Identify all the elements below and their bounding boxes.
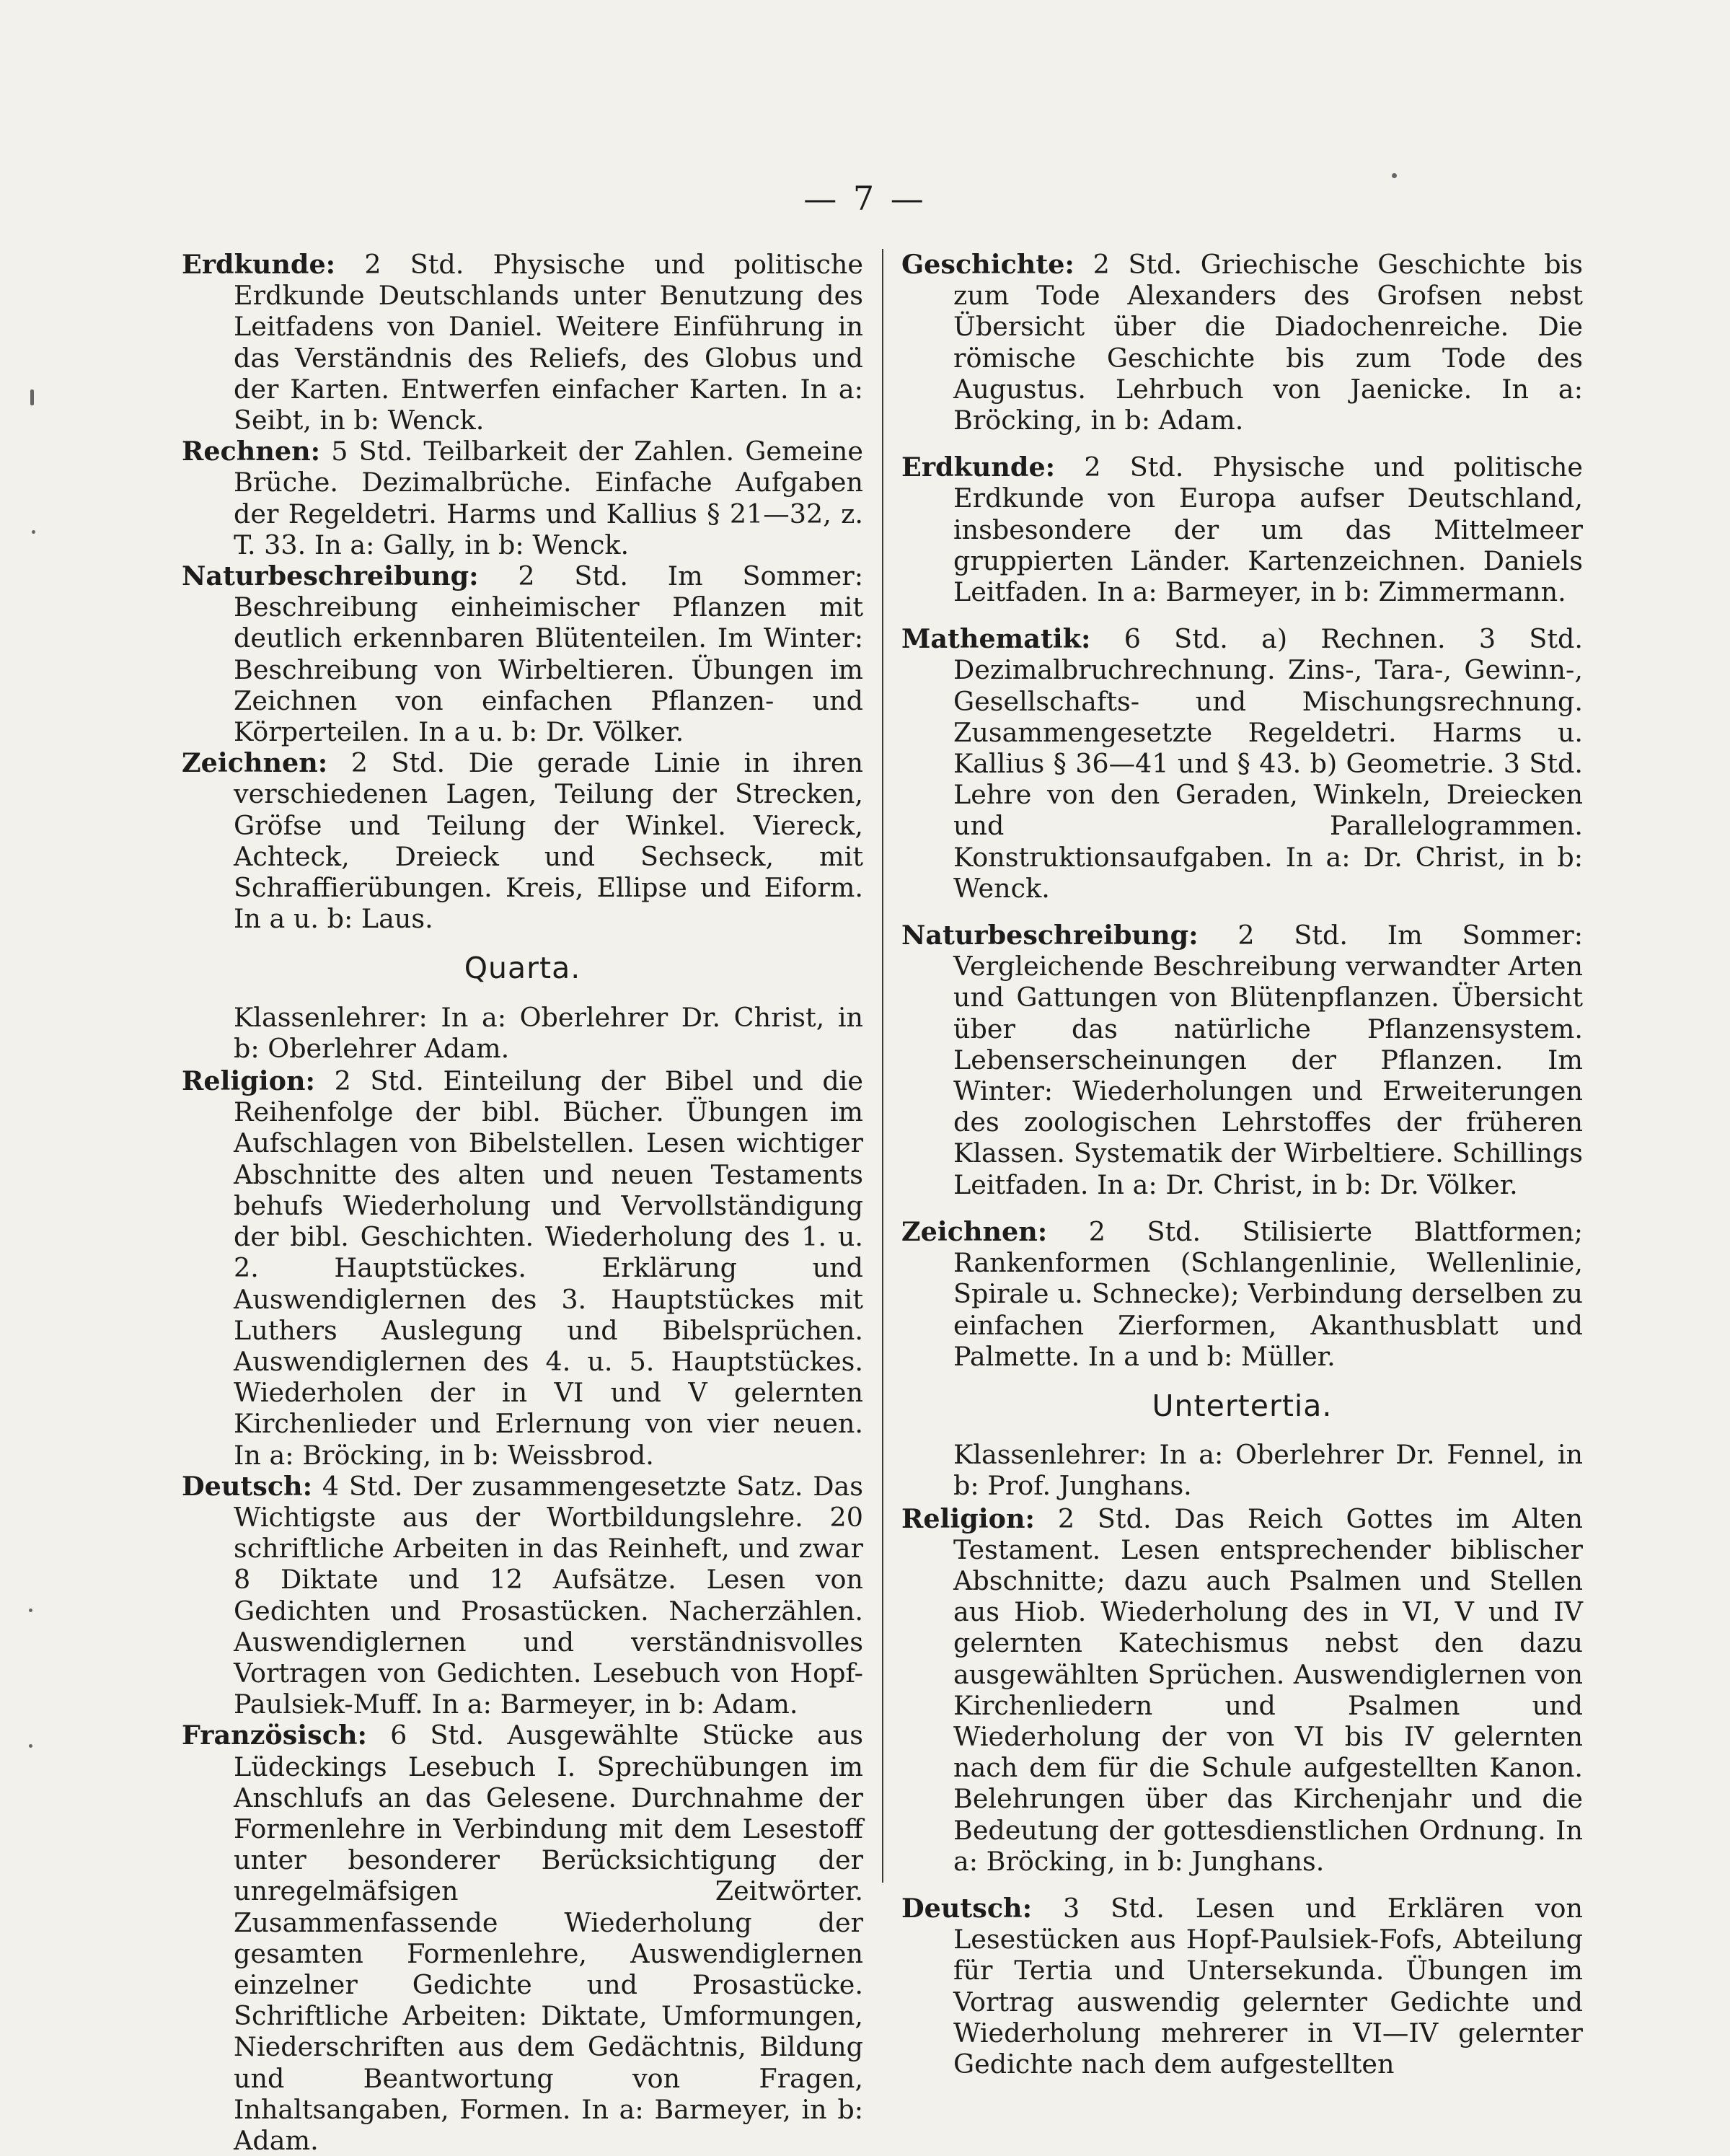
entry-geschichte bbox=[901, 249, 1583, 436]
entry-subject: Zeichnen: bbox=[901, 1215, 1048, 1247]
entry-text: 2 Std. Im Sommer: Beschreibung einheimischer Pflanzen mit deutlich erkennbaren Blütenteilen. Im Winter: Beschreibung von Wirbeltieren. Übungen im Zeichnen von einfachen Pflanzen- und Körperteilen. In a u. b: Dr. Völker. bbox=[234, 560, 864, 748]
entry-text: 2 Std. Physische und politische Erdkunde von Europa aufser Deutschland, insbesondere der um das Mittelmeer gruppierten Länder. Kartenzeichnen. Daniels Leitfaden. In a: Barmeyer, in b: Zimmermann. bbox=[953, 452, 1583, 608]
entry-subject: Erdkunde: bbox=[182, 249, 336, 280]
entry-erdkunde bbox=[901, 452, 1583, 607]
entry-franzoesisch bbox=[182, 1720, 863, 2156]
scan-speck bbox=[30, 390, 34, 405]
entry-text: 3 Std. Lesen und Erklären von Lesestücken aus Hopf-Paulsiek-Fofs, Abteilung für Tertia und Untersekunda. Übungen im Vortrag auswendig gelernter Gedichte und Wiederholung mehrerer in VI—IV gelernter Gedichte nach dem aufgestellten bbox=[953, 1892, 1583, 2080]
entry-subject: Erdkunde: bbox=[901, 452, 1056, 483]
class-teacher: Klassenlehrer: In a: Oberlehrer Dr. Fennel, in b: Prof. Junghans. bbox=[953, 1439, 1583, 1502]
entry-subject: Religion: bbox=[901, 1502, 1036, 1534]
entry-zeichnen bbox=[182, 747, 863, 934]
entry-subject: Zeichnen: bbox=[182, 747, 328, 779]
entry-subject: Naturbeschreibung: bbox=[182, 560, 479, 592]
entry-subject: Naturbeschreibung: bbox=[901, 920, 1199, 951]
class-teacher: Klassenlehrer: In a: Oberlehrer Dr. Christ, in b: Oberlehrer Adam. bbox=[234, 1001, 863, 1064]
page-number: — 7 — bbox=[803, 179, 927, 218]
entry-naturbeschreibung bbox=[182, 560, 863, 747]
entry-religion bbox=[182, 1065, 863, 1471]
entry-text: 6 Std. a) Rechnen. 3 Std. Dezimalbruchrechnung. Zins-, Tara-, Gewinn-, Gesellschafts- und Mischungsrechnung. Zusammengesetzte Regeldetri. Harms u. Kallius § 36—41 und § 43. b) Geometrie. 3 Std. Lehre von den Geraden, Winkeln, Dreiecken und Parallelogrammen. Konstruktionsaufgaben. In a: Dr. Christ, in b: Wenck. bbox=[953, 623, 1583, 904]
left-column bbox=[182, 249, 863, 2156]
scan-speck bbox=[1392, 173, 1397, 178]
entry-text: 4 Std. Der zusammengesetzte Satz. Das Wichtigste aus der Wortbildungslehre. 20 schriftliche Arbeiten in das Reinheft, und zwar 8 Diktate und 12 Aufsätze. Lesen von Gedichten und Prosastücken. Nacherzählen. Auswendiglernen und verständnisvolles Vortragen von Gedichten. Lesebuch von Hopf-Paulsiek-Muff. In a: Barmeyer, in b: Adam. bbox=[234, 1470, 864, 1720]
entry-text: 2 Std. Physische und politische Erdkunde Deutschlands unter Benutzung des Leitfadens von Daniel. Weitere Einführung in das Verständnis des Reliefs, des Globus und der Karten. Entwerfen einfacher Karten. In a: Seibt, in b: Wenck. bbox=[234, 249, 863, 436]
entry-subject: Religion: bbox=[182, 1065, 316, 1097]
entry-text: 5 Std. Teilbarkeit der Zahlen. Gemeine Brüche. Dezimalbrüche. Einfache Aufgaben der Regeldetri. Harms und Kallius § 21—32, z. T. 33. In a: Gally, in b: Wenck. bbox=[234, 436, 863, 560]
entry-religion bbox=[901, 1503, 1583, 1877]
section-heading-quarta: Quarta. bbox=[464, 951, 581, 986]
entry-deutsch bbox=[182, 1471, 863, 1720]
entry-text: 6 Std. Ausgewählte Stücke aus Lüdeckings Lesebuch I. Sprechübungen im Anschlufs an das Gelesene. Durchnahme der Formenlehre in Verbindung mit dem Lesestoff unter besonderer Berücksichtigung der unregelmäfsigen Zeitwörter. Zusammenfassende Wiederholung der gesamten Formenlehre, Auswendiglernen einzelner Gedichte und Prosastücke. Schriftliche Arbeiten: Diktate, Umformungen, Niederschriften aus dem Gedächtnis, Bildung und Beantwortung von Fragen, Inhaltsangaben, Formen. In a: Barmeyer, in b: Adam. bbox=[234, 1720, 863, 2156]
entry-text: 2 Std. Das Reich Gottes im Alten Testament. Lesen entsprechender biblischer Abschnitte; dazu auch Psalmen und Stellen aus Hiob. Wiederholung des in VI, V und IV gelernten Katechismus nebst den dazu ausgewählten Sprüchen. Auswendiglernen von Kirchenliedern und Psalmen und Wiederholung der von VI bis IV gelernten nach dem für die Schule aufgestellten Kanon. Belehrungen über das Kirchenjahr und die Bedeutung der gottesdienstlichen Ordnung. In a: Bröcking, in b: Junghans. bbox=[953, 1502, 1583, 1877]
entry-mathematik bbox=[901, 623, 1583, 904]
section-heading-untertertia: Untertertia. bbox=[1152, 1388, 1333, 1423]
entry-deutsch bbox=[901, 1893, 1583, 2080]
scan-speck bbox=[29, 1744, 32, 1748]
column-divider bbox=[882, 249, 883, 1883]
entry-rechnen bbox=[182, 436, 863, 560]
entry-erdkunde bbox=[182, 249, 863, 436]
entry-subject: Deutsch: bbox=[901, 1892, 1033, 1924]
entry-text: 2 Std. Stilisierte Blattformen; Rankenformen (Schlangenlinie, Wellenlinie, Spirale u. Schnecke); Verbindung derselben zu einfachen Zierformen, Akanthusblatt und Palmette. In a und b: Müller. bbox=[953, 1215, 1583, 1372]
scan-speck bbox=[32, 530, 35, 534]
entry-naturbeschreibung bbox=[901, 920, 1583, 1200]
entry-subject: Deutsch: bbox=[182, 1470, 313, 1502]
entry-text: 2 Std. Die gerade Linie in ihren verschiedenen Lagen, Teilung der Strecken, Gröfse und Teilung der Winkel. Viereck, Achteck, Dreieck und Sechseck, mit Schraffierübungen. Kreis, Ellipse und Eiform. In a u. b: Laus. bbox=[234, 747, 863, 935]
entry-subject: Französisch: bbox=[182, 1720, 367, 1751]
entry-text: 2 Std. Einteilung der Bibel und die Reihenfolge der bibl. Bücher. Übungen im Aufschlagen von Bibelstellen. Lesen wichtiger Abschnitte des alten und neuen Testaments behufs Wiederholung und Vervollständigung der bibl. Geschichten. Wiederholung des 1. u. 2. Hauptstückes. Erklärung und Auswendiglernen des 3. Hauptstückes mit Luthers Auslegung und Bibelsprüchen. Auswendiglernen des 4. u. 5. Hauptstückes. Wiederholen der in VI und V gelernten Kirchenlieder und Erlernung von vier neuen. In a: Bröcking, in b: Weissbrod. bbox=[234, 1065, 863, 1471]
entry-subject: Rechnen: bbox=[182, 436, 321, 467]
entry-subject: Geschichte: bbox=[901, 249, 1074, 280]
right-column bbox=[901, 249, 1583, 2095]
entry-text: 2 Std. Griechische Geschichte bis zum Tode Alexanders des Grofsen nebst Übersicht über die Diadochenreiche. Die römische Geschichte bis zum Tode des Augustus. Lehrbuch von Jaenicke. In a: Bröcking, in b: Adam. bbox=[953, 249, 1583, 436]
scan-speck bbox=[29, 1609, 32, 1612]
entry-text: 2 Std. Im Sommer: Vergleichende Beschreibung verwandter Arten und Gattungen von Blütenpflanzen. Übersicht über das natürliche Pflanzensystem. Lebenserscheinungen der Pflanzen. Im Winter: Wiederholungen und Erweiterungen des zoologischen Lehrstoffes der früheren Klassen. Systematik der Wirbeltiere. Schillings Leitfaden. In a: Dr. Christ, in b: Dr. Völker. bbox=[953, 920, 1584, 1200]
entry-zeichnen bbox=[901, 1216, 1583, 1372]
entry-subject: Mathematik: bbox=[901, 623, 1091, 655]
